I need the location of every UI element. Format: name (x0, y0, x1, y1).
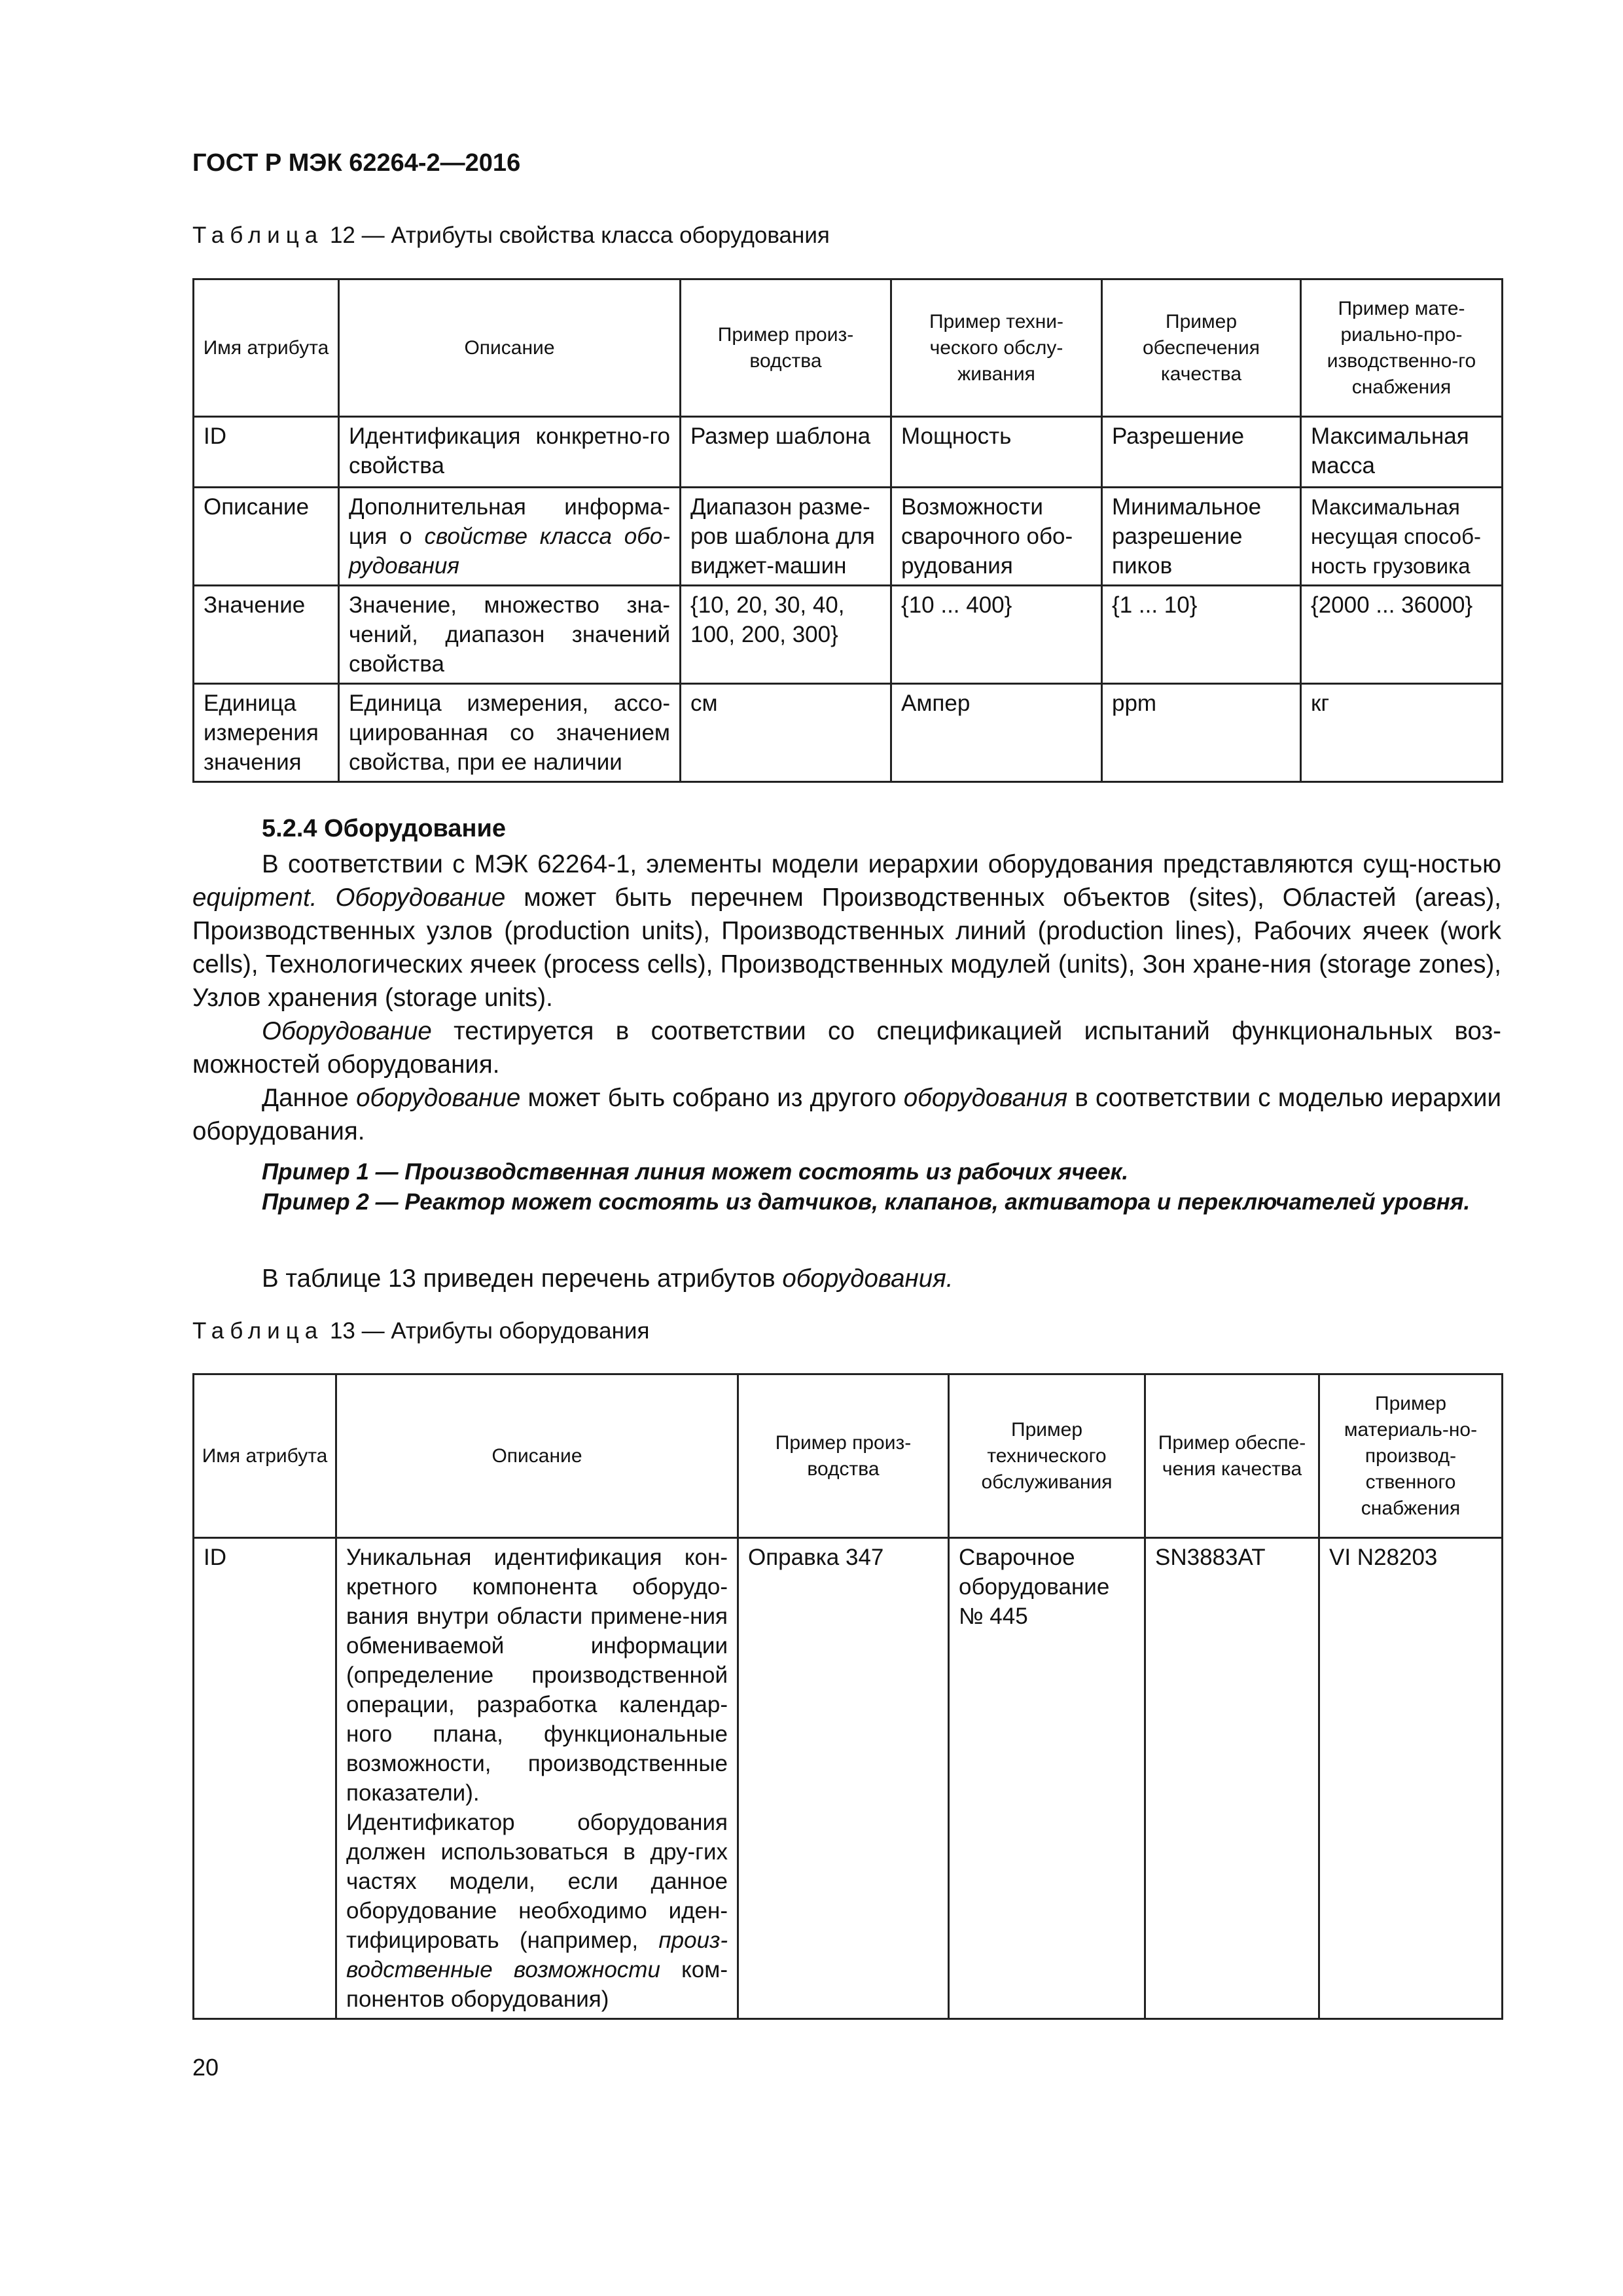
table-row (194, 417, 1503, 488)
cell-desc-text-b: Идентификатор оборудования должен использоваться в дру-гих частях модели, если данное оборудование необходимо иден-тифицировать (например, (346, 1810, 728, 1953)
cell-name: Единица измерения значения (194, 684, 339, 782)
example-1: Пример 1 — Производственная линия может состоять из рабочих ячеек. (262, 1159, 1129, 1185)
p1-text-b: может быть перечнем Производственных объектов (sites), Областей (areas), Производственных узлов (production units), Производственных линий (production lines), Рабочих ячеек (work cells), Технологических ячеек (process cells), Производственных модулей (units), Зон хране-ния (storage zones), Узлов хранения (storage units). (192, 884, 1501, 1012)
table-row (194, 684, 1503, 782)
table12-header-supply: Пример мате-риально-про-изводственно-го снабжения (1301, 279, 1503, 417)
cell-quality: ppm (1102, 684, 1301, 782)
p4-text: В таблице 13 приведен перечень атрибутов (262, 1265, 783, 1293)
p3-italic-1: оборудование (356, 1084, 521, 1112)
cell-maint: Сварочное оборудование № 445 (949, 1538, 1145, 2019)
table12-header-desc: Описание (339, 279, 681, 417)
cell-desc-para-1: Уникальная идентификация кон-кретного компонента оборудо-вания внутри области примене-ния обмениваемой информации (определение производственной операции, разработка календар-ного плана, функциональные возможности, производственные показатели). (346, 1545, 728, 1806)
table13-header-supply: Пример материаль-но-производ-ственного снабжения (1319, 1374, 1503, 1538)
cell-supply: Максимальная несущая способ-ность грузовика (1301, 488, 1503, 586)
table12-header-row (194, 279, 1503, 417)
cell-desc-italic: произ-водственные возможности (346, 1928, 728, 1982)
table13-caption-text: 13 — Атрибуты оборудования (329, 1318, 650, 1344)
p1-text-a: В соответствии с МЭК 62264-1, элементы модели иерархии оборудования представляются сущ-ностью (262, 850, 1501, 878)
p4-italic: оборудования. (782, 1265, 954, 1293)
table12-caption (192, 223, 830, 249)
cell-prod: Оправка 347 (738, 1538, 949, 2019)
cell-supply: {2000 ... 36000} (1301, 586, 1503, 684)
cell-maint: Возможности сварочного обо-рудования (891, 488, 1102, 586)
cell-prod: Размер шаблона (681, 417, 891, 488)
cell-name: Описание (194, 488, 339, 586)
paragraph-2 (192, 1014, 1501, 1081)
table12-header-prod: Пример произ-водства (681, 279, 891, 417)
table13-caption (192, 1318, 649, 1344)
table13-header-quality: Пример обеспе-чения качества (1145, 1374, 1319, 1538)
table13-header-row (194, 1374, 1503, 1538)
page-number: 20 (192, 2054, 219, 2081)
cell-desc: Идентификация конкретно-го свойства (339, 417, 681, 488)
cell-name: Значение (194, 586, 339, 684)
table13-header-maint: Пример технического обслуживания (949, 1374, 1145, 1538)
table13-header-desc: Описание (336, 1374, 738, 1538)
cell-desc (336, 1538, 738, 2019)
table12-header-maint: Пример техни-ческого обслу-живания (891, 279, 1102, 417)
table12-header-name: Имя атрибута (194, 279, 339, 417)
p2-italic: Оборудование (262, 1017, 432, 1045)
table12-caption-text: 12 — Атрибуты свойства класса оборудования (329, 223, 830, 248)
paragraph-1 (192, 848, 1501, 1014)
cell-prod: {10, 20, 30, 40, 100, 200, 300} (681, 586, 891, 684)
table12 (192, 278, 1503, 783)
cell-desc: Значение, множество зна-чений, диапазон значений свойства (339, 586, 681, 684)
table-row (194, 586, 1503, 684)
cell-desc-para-2 (346, 1808, 728, 2014)
cell-maint: Ампер (891, 684, 1102, 782)
table12-caption-label: Таблица (192, 223, 324, 248)
example-2: Пример 2 — Реактор может состоять из датчиков, клапанов, активатора и переключателей уровня. (262, 1189, 1471, 1215)
cell-desc-italic: свойстве класса обо-рудования (349, 524, 670, 579)
cell-desc: Единица измерения, ассо-циированная со значением свойства, при ее наличии (339, 684, 681, 782)
cell-name: ID (194, 1538, 336, 2019)
cell-supply: VI N28203 (1319, 1538, 1503, 2019)
table13-header-name: Имя атрибута (194, 1374, 336, 1538)
paragraph-4 (192, 1262, 1501, 1295)
p3-text-c: в соответствии с моделью иерархии оборудования. (192, 1084, 1502, 1145)
section-title: 5.2.4 Оборудование (262, 815, 506, 842)
p3-text-a: Данное (262, 1084, 357, 1112)
document-header: ГОСТ Р МЭК 62264-2—2016 (192, 149, 521, 177)
cell-desc-text-c: ком-понентов оборудования) (346, 1957, 728, 2012)
cell-quality: {1 ... 10} (1102, 586, 1301, 684)
cell-name: ID (194, 417, 339, 488)
cell-desc-text: Дополнительная информа-ция о (349, 494, 670, 549)
paragraph-3 (192, 1081, 1501, 1148)
cell-supply: кг (1301, 684, 1503, 782)
p3-italic-2: оборудования (903, 1084, 1068, 1112)
cell-quality: SN3883AT (1145, 1538, 1319, 2019)
table13-header-prod: Пример произ-водства (738, 1374, 949, 1538)
cell-quality: Разрешение (1102, 417, 1301, 488)
table13-caption-label: Таблица (192, 1318, 324, 1344)
p3-text-b: может быть собрано из другого (520, 1084, 904, 1112)
cell-maint: Мощность (891, 417, 1102, 488)
table12-header-quality: Пример обеспечения качества (1102, 279, 1301, 417)
table-row (194, 488, 1503, 586)
cell-prod: Диапазон разме-ров шаблона для виджет-машин (681, 488, 891, 586)
p1-italic: equipment. Оборудование (192, 884, 506, 912)
cell-desc (339, 488, 681, 586)
cell-quality: Минимальное разрешение пиков (1102, 488, 1301, 586)
cell-maint: {10 ... 400} (891, 586, 1102, 684)
table-row (194, 1538, 1503, 2019)
cell-supply: Максимальная масса (1301, 417, 1503, 488)
p2-text: тестируется в соответствии со спецификацией испытаний функциональных воз-можностей оборудования. (192, 1017, 1501, 1079)
table13 (192, 1373, 1503, 2020)
cell-prod: см (681, 684, 891, 782)
